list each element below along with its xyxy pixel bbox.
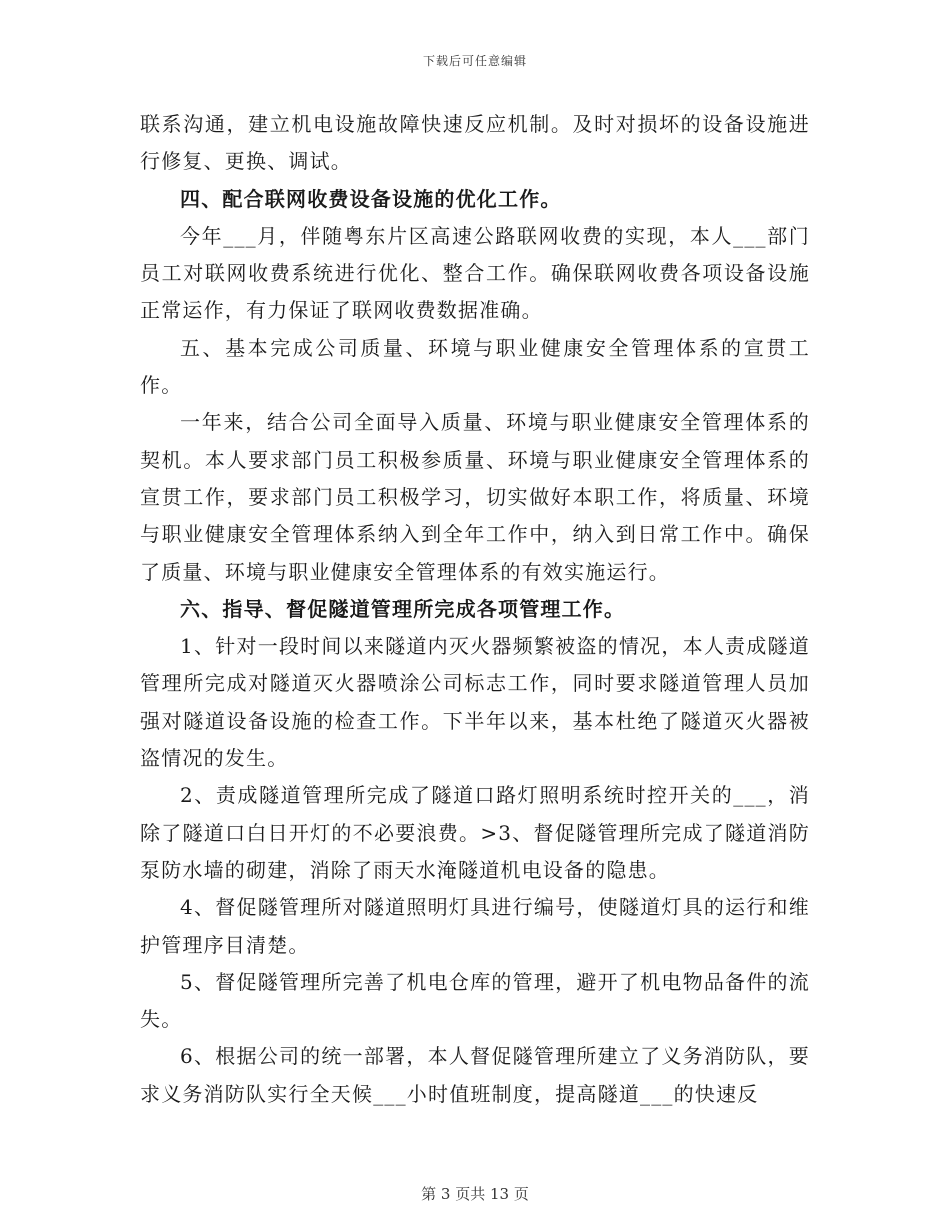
paragraph: 今年___月，伴随粤东片区高速公路联网收费的实现，本人___部门员工对联网收费系统进行优化、整合工作。确保联网收费各项设备设施正常运作，有力保证了联网收费数据准确。 (140, 223, 810, 323)
page-header: 下载后可任意编辑 (422, 54, 527, 68)
paragraph: 一年来，结合公司全面导入质量、环境与职业健康安全管理体系的契机。本人要求部门员工积极参质量、环境与职业健康安全管理体系的宣贯工作，要求部门员工积极学习，切实做好本职工作，将质量、环境与职业健康安全管理体系纳入到全年工作中，纳入到日常工作中。确保了质量、环境与职业健康安全管理体系的有效实施运行。 (140, 410, 810, 584)
paragraph-continuation: 联系沟通，建立机电设施故障快速反应机制。及时对损坏的设备设施进行修复、更换、调试。 (140, 112, 810, 174)
list-item: 6、根据公司的统一部署，本人督促隧管理所建立了义务消防队，要求义务消防队实行全天候___小时值班制度，提高隧道___的快速反 (140, 1044, 810, 1106)
document-body (140, 106, 810, 1113)
list-item: 2、责成隧道管理所完成了隧道口路灯照明系统时控开关的___，消除了隧道口白日开灯的不必要浪费。>3、督促隧管理所完成了隧道消防泵防水墙的砌建，消除了雨天水淹隧道机电设备的隐患。 (140, 783, 810, 882)
section-heading-6: 六、指导、督促隧道管理所完成各项管理工作。 (180, 596, 626, 621)
list-item: 5、督促隧管理所完善了机电仓库的管理，避开了机电物品备件的流失。 (140, 969, 810, 1032)
section-heading-4: 四、配合联网收费设备设施的优化工作。 (180, 186, 562, 211)
section-heading-5: 五、基本完成公司质量、环境与职业健康安全管理体系的宣贯工作。 (140, 335, 810, 398)
list-item: 1、针对一段时间以来隧道内灭火器频繁被盗的情况，本人责成隧道管理所完成对隧道灭火器喷涂公司标志工作，同时要求隧道管理人员加强对隧道设备设施的检查工作。下半年以来，基本杜绝了隧道灭火器被盗情况的发生。 (140, 634, 810, 771)
list-item: 4、督促隧管理所对隧道照明灯具进行编号，使隧道灯具的运行和维护管理序目清楚。 (140, 895, 810, 957)
page-number: 第 3 页共 13 页 (421, 1185, 529, 1203)
